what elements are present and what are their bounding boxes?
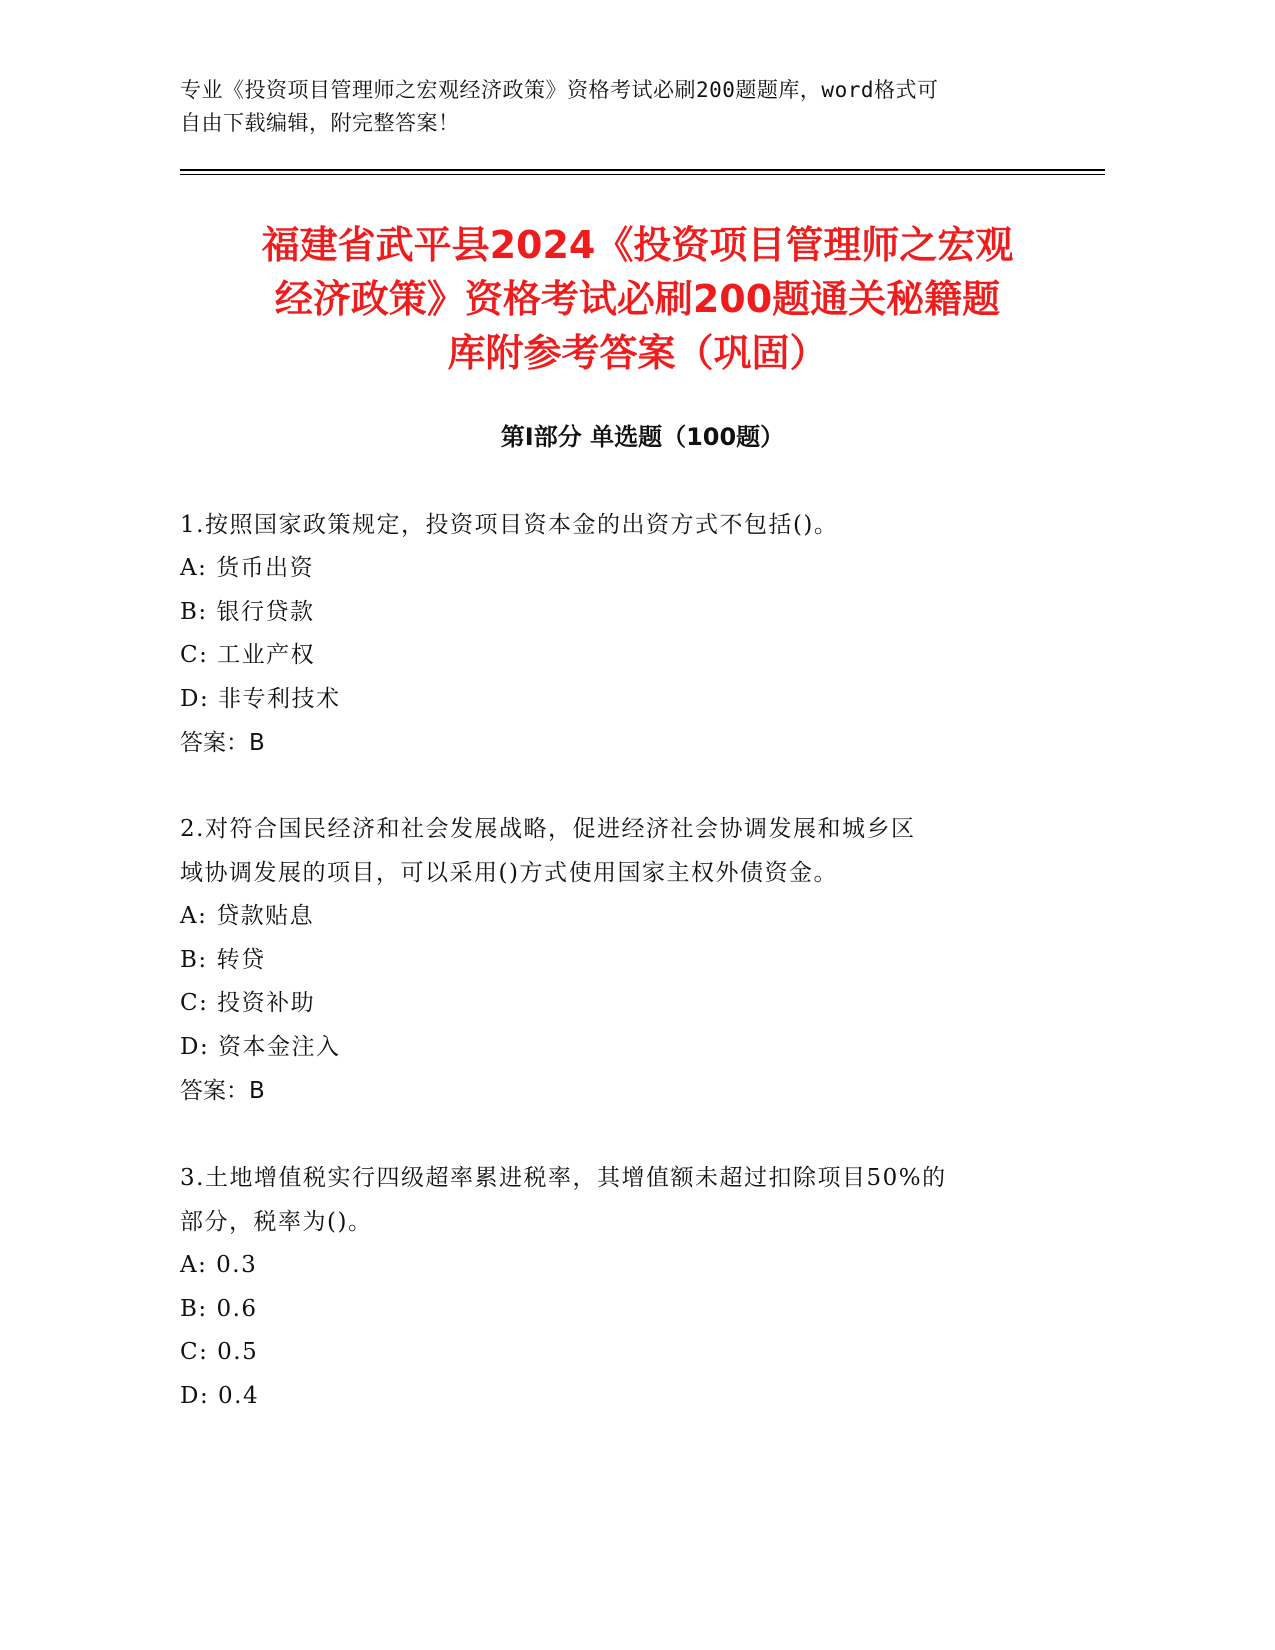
- question-1: [180, 503, 1060, 765]
- header-note-line-1: 专业《投资项目管理师之宏观经济政策》资格考试必刷200题题库，word格式可: [180, 78, 939, 102]
- question-1-answer: 答案：B: [180, 730, 265, 756]
- question-3-option-b: B: 0.6: [180, 1295, 258, 1322]
- question-2-stem-line-1: 2.对符合国民经济和社会发展战略，促进经济社会协调发展和城乡区: [180, 816, 916, 842]
- question-2-option-c: C: 投资补助: [180, 990, 316, 1016]
- title-line-3: 库附参考答案（巩固）: [447, 331, 828, 375]
- header-divider-thin: [180, 174, 1105, 175]
- title-line-2: 经济政策》资格考试必刷200题通关秘籍题: [274, 277, 1001, 321]
- question-2-answer: 答案：B: [180, 1078, 265, 1104]
- header-divider-thick: [180, 169, 1105, 171]
- title-line-1: 福建省武平县2024《投资项目管理师之宏观: [261, 223, 1014, 267]
- question-2-option-b: B: 转贷: [180, 946, 266, 973]
- question-3-option-d: D: 0.4: [180, 1382, 260, 1409]
- question-3-stem-line-1: 3.土地增值税实行四级超率累进税率，其增值额未超过扣除项目50%的: [180, 1165, 947, 1191]
- question-2: [180, 807, 1060, 1113]
- document-title: [170, 218, 1105, 380]
- question-1-option-c: C: 工业产权: [180, 642, 316, 668]
- question-2-stem-line-2: 域协调发展的项目，可以采用()方式使用国家主权外债资金。: [180, 860, 838, 886]
- question-1-option-d: D: 非专利技术: [180, 685, 341, 712]
- header-note: [180, 74, 1080, 140]
- question-3-option-a: A: 0.3: [180, 1252, 258, 1278]
- question-1-option-b: B: 银行贷款: [180, 598, 315, 625]
- question-3-stem-line-2: 部分，税率为()。: [180, 1209, 373, 1235]
- header-note-line-2: 自由下载编辑，附完整答案！: [180, 111, 460, 135]
- question-2-option-a: A: 贷款贴息: [180, 903, 315, 929]
- question-1-option-a: A: 货币出资: [180, 555, 315, 581]
- question-2-option-d: D: 资本金注入: [180, 1033, 341, 1060]
- section-title: 第I部分 单选题（100题）: [500, 423, 785, 451]
- question-3-option-c: C: 0.5: [180, 1339, 259, 1365]
- question-3: [180, 1156, 1060, 1418]
- question-1-stem: 1.按照国家政策规定，投资项目资本金的出资方式不包括()。: [180, 512, 839, 538]
